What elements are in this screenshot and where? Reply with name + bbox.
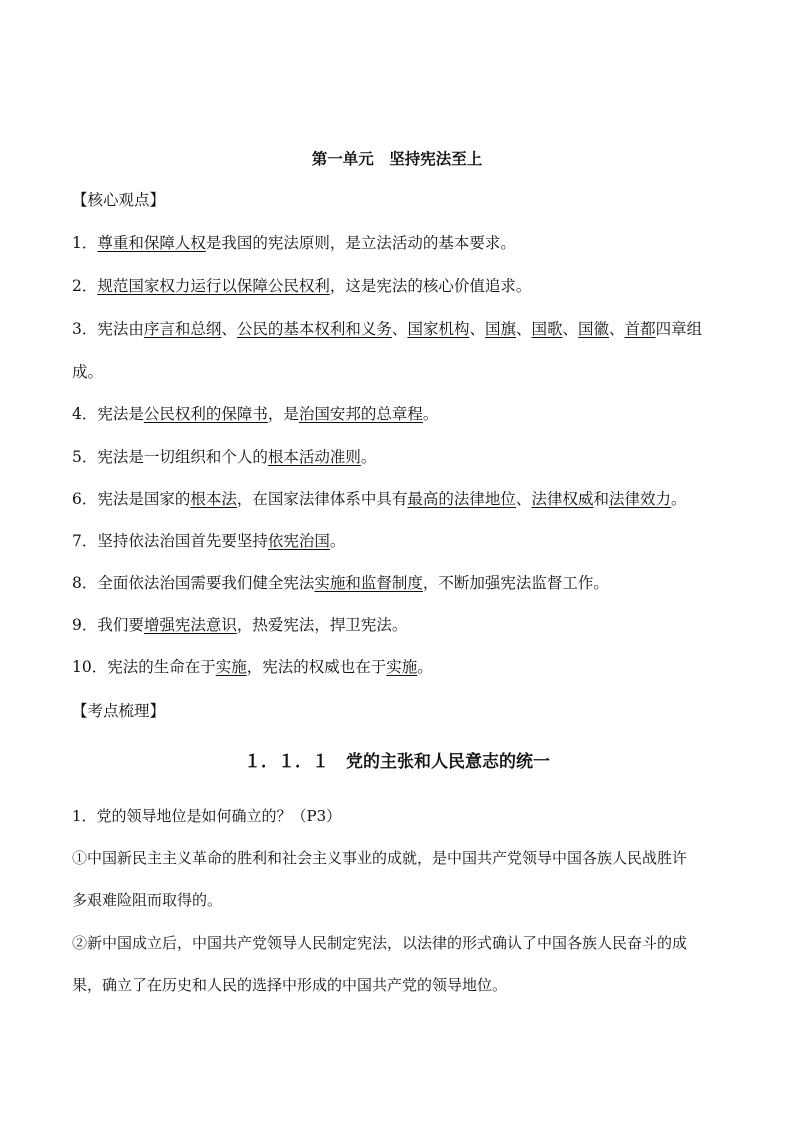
underlined-key-term: 国徽 — [578, 320, 610, 338]
point-text: 10．宪法的生命在于 — [72, 658, 216, 676]
core-point-line — [72, 361, 732, 383]
point-text: ，是 — [267, 405, 299, 423]
point-text: 、 — [515, 490, 532, 508]
review-heading: 【考点梳理】 — [72, 702, 166, 720]
point-text: 5．宪法是一切组织和个人的 — [72, 448, 268, 466]
point-text: 。 — [422, 405, 439, 423]
unit-title: 第一单元 坚持宪法至上 — [311, 149, 483, 168]
point-text: 7．坚持依法治国首先要坚持 — [72, 532, 268, 550]
core-point-line — [72, 530, 732, 552]
section-title: １．１．１ 党的主张和人民意志的统一 — [244, 752, 550, 772]
core-point-line — [72, 656, 732, 678]
answer-line: 多艰难险阻而取得的。 — [72, 891, 223, 909]
underlined-key-term: 国歌 — [531, 320, 563, 338]
underlined-key-term: 实施 — [386, 658, 418, 676]
underlined-key-term: 根本法 — [190, 490, 237, 508]
answer-line: 果，确立了在历史和人民的选择中形成的中国共产党的领导地位。 — [72, 976, 508, 994]
point-text: 、 — [562, 320, 579, 338]
underlined-key-term: 实施和监督制度 — [314, 574, 423, 592]
point-text: ，这是宪法的核心价值追求。 — [329, 277, 532, 295]
point-text: 和 — [593, 490, 609, 508]
point-text: 9．我们要 — [72, 616, 144, 634]
underlined-key-term: 最高的法律地位 — [407, 490, 516, 508]
underlined-key-term: 公民权利的保障书 — [143, 405, 268, 423]
core-point-line — [72, 488, 732, 510]
point-text: 、 — [391, 320, 408, 338]
point-text: 是我国的宪法原则，是立法活动的基本要求。 — [205, 234, 516, 252]
point-text: ，不断加强宪法监督工作。 — [422, 574, 609, 592]
core-point-line — [72, 614, 732, 636]
answer-line: ①中国新民主主义革命的胜利和社会主义事业的成就，是中国共产党领导中国各族人民战胜许 — [72, 849, 688, 867]
core-point-line — [72, 232, 732, 254]
underlined-key-term: 法律效力 — [608, 490, 671, 508]
point-text: 4．宪法是 — [72, 405, 144, 423]
point-text: 8．全面依法治国需要我们健全宪法 — [72, 574, 315, 592]
underlined-key-term: 公民的基本权利和义务 — [236, 320, 392, 338]
point-text: 成。 — [72, 363, 104, 381]
question-line: 1．党的领导地位是如何确立的？（P3） — [72, 807, 342, 825]
core-point-line — [72, 275, 732, 297]
underlined-key-term: 根本活动准则 — [267, 448, 361, 466]
point-text: 6．宪法是国家的 — [72, 490, 191, 508]
underlined-key-term: 增强宪法意识 — [143, 616, 237, 634]
point-text: ，宪法的权威也在于 — [246, 658, 387, 676]
point-text: 。 — [670, 490, 687, 508]
point-text: 、 — [221, 320, 237, 338]
underlined-key-term: 法律权威 — [531, 490, 594, 508]
underlined-key-term: 依宪治国 — [267, 532, 330, 550]
underlined-key-term: 序言和总纲 — [143, 320, 222, 338]
point-text: 2． — [72, 277, 98, 295]
point-text: 3．宪法由 — [72, 320, 144, 338]
underlined-key-term: 尊重和保障人权 — [97, 234, 206, 252]
point-text: 。 — [329, 532, 346, 550]
point-text: 。 — [360, 448, 377, 466]
underlined-key-term: 治国安邦的总章程 — [298, 405, 423, 423]
point-text: ，在国家法律体系中具有 — [236, 490, 408, 508]
answer-line: ②新中国成立后，中国共产党领导人民制定宪法，以法律的形式确认了中国各族人民奋斗的成 — [72, 934, 688, 952]
point-text: 1． — [72, 234, 98, 252]
core-point-line — [72, 446, 732, 468]
underlined-key-term: 实施 — [215, 658, 247, 676]
core-viewpoints-heading: 【核心观点】 — [72, 191, 166, 209]
point-text: 四章组 — [655, 320, 703, 338]
core-point-line — [72, 403, 732, 425]
point-text: 、 — [469, 320, 485, 338]
point-text: ，热爱宪法，捍卫宪法。 — [236, 616, 408, 634]
core-point-line — [72, 572, 732, 594]
point-text: 、 — [609, 320, 625, 338]
underlined-key-term: 首都 — [624, 320, 656, 338]
underlined-key-term: 国旗 — [484, 320, 516, 338]
underlined-key-term: 国家机构 — [407, 320, 470, 338]
core-point-line — [72, 318, 732, 340]
point-text: 、 — [515, 320, 532, 338]
point-text: 。 — [417, 658, 433, 676]
underlined-key-term: 规范国家权力运行以保障公民权利 — [97, 277, 330, 295]
